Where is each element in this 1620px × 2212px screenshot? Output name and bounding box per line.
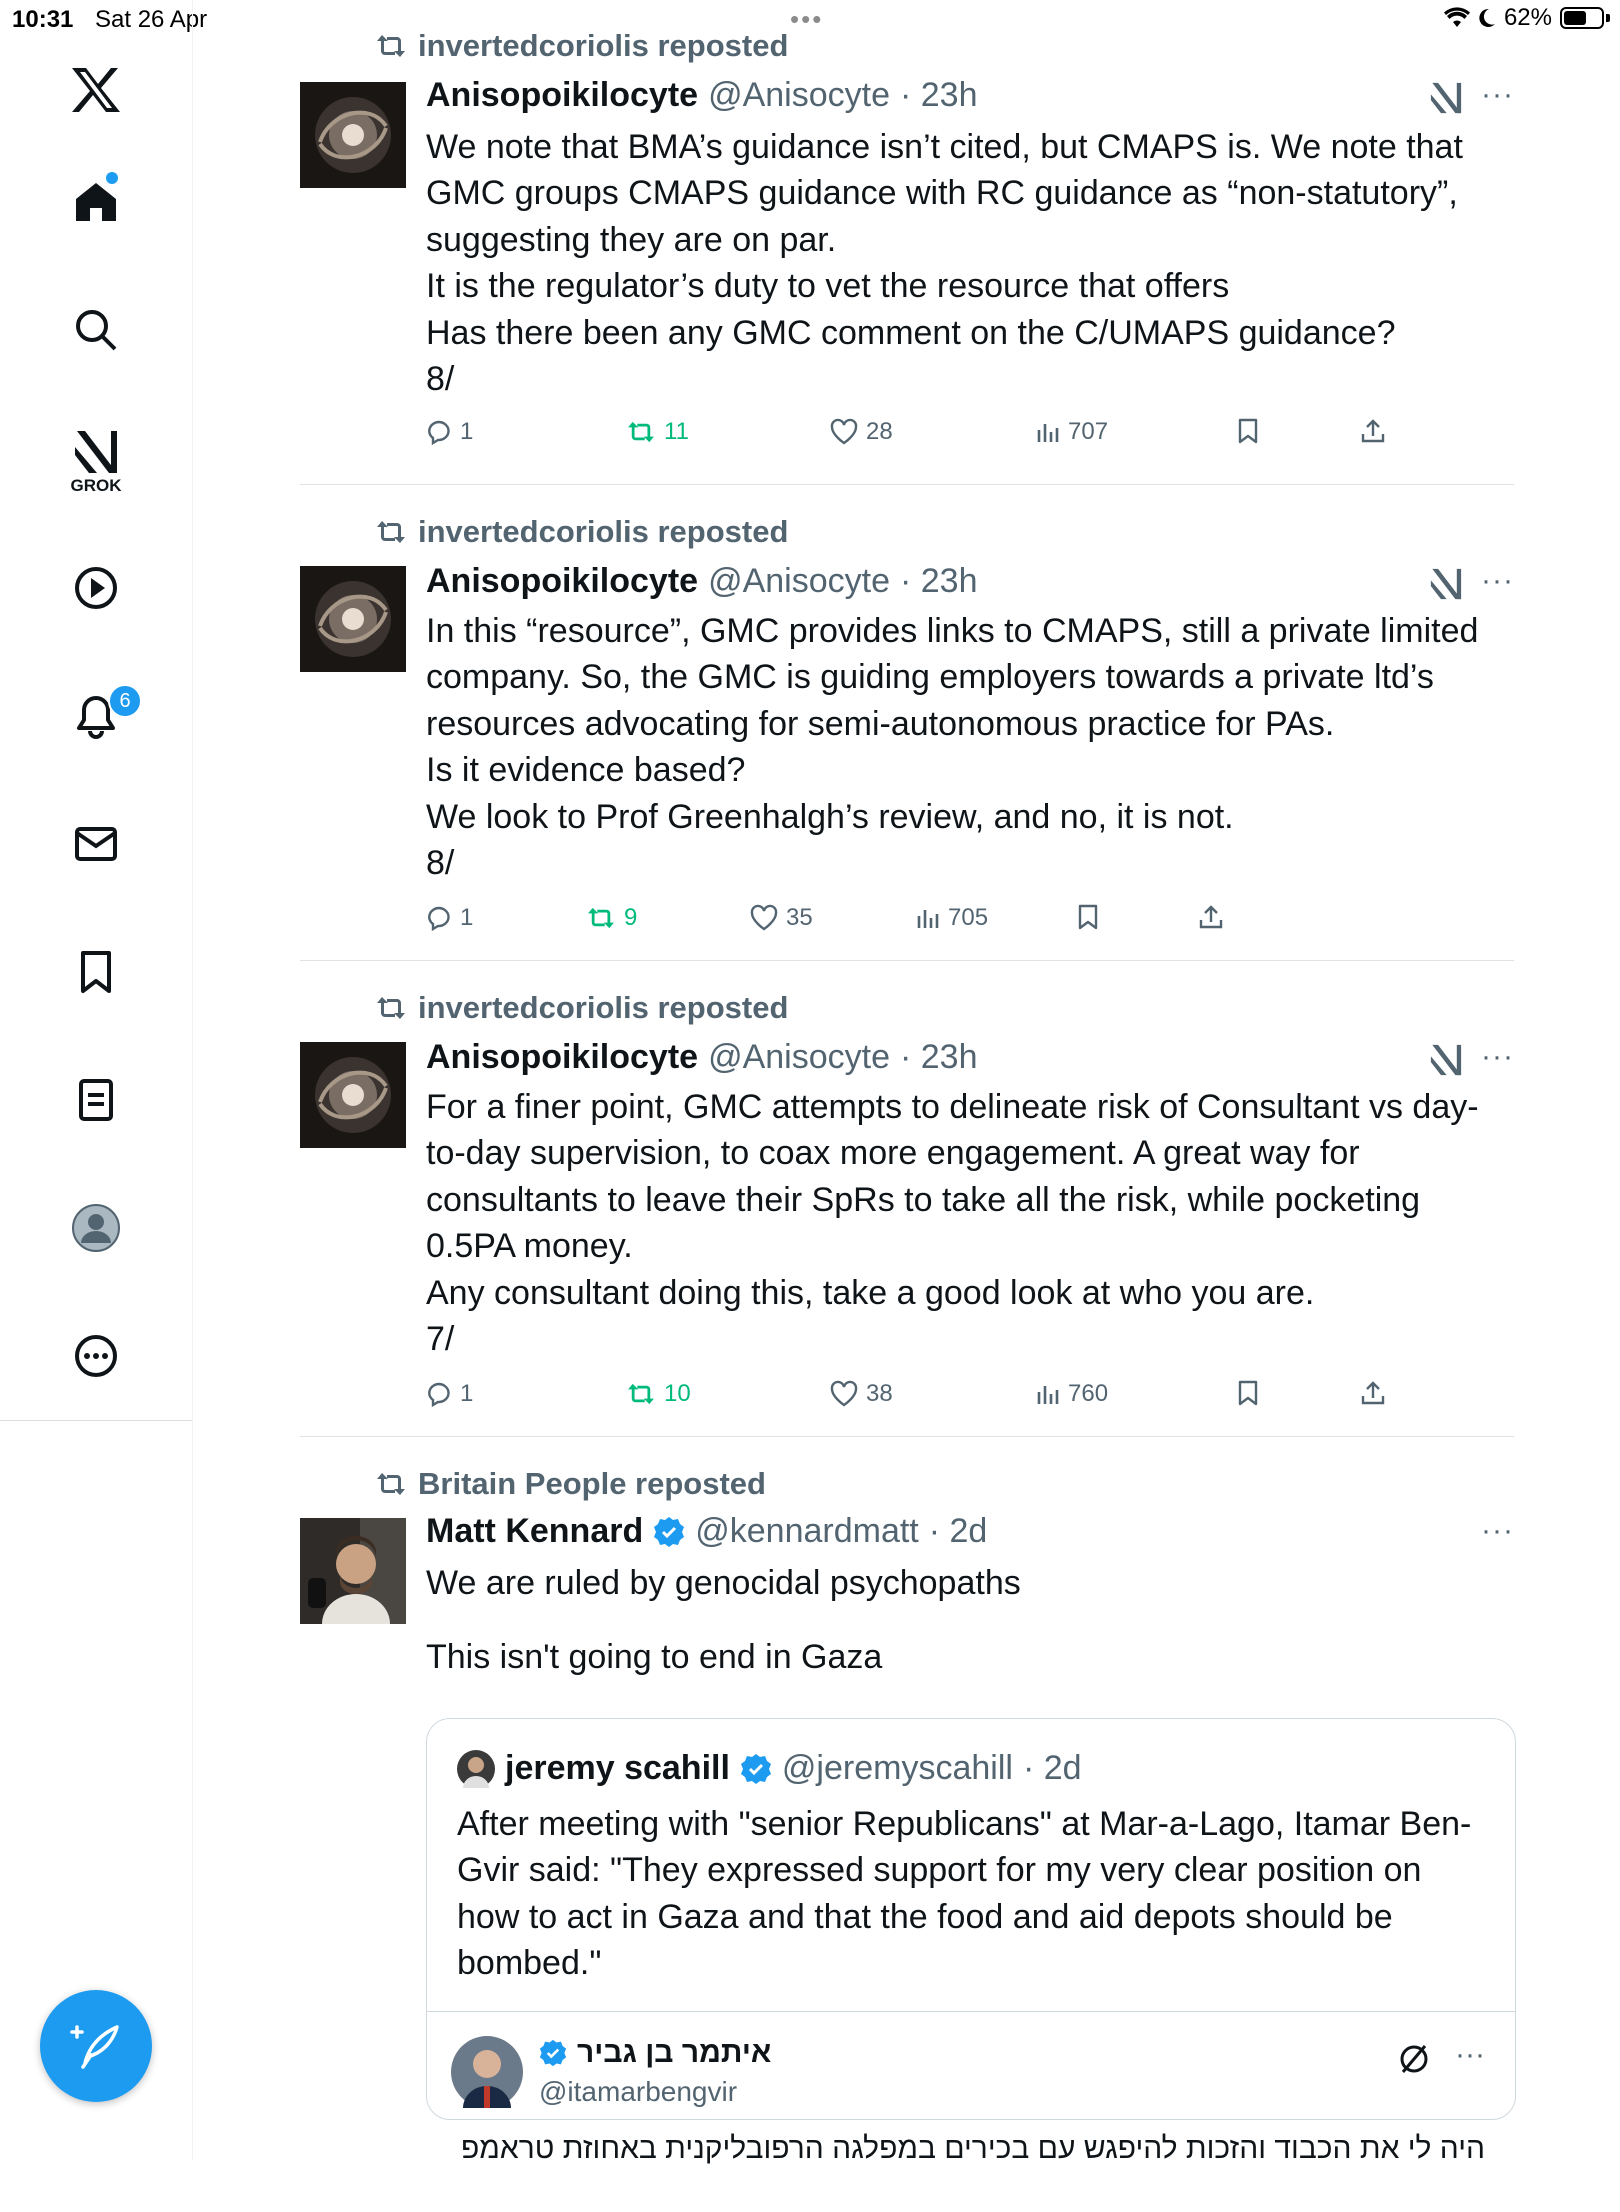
repost-button[interactable]	[626, 1380, 691, 1408]
repost-icon	[376, 519, 406, 545]
tweet-more-icon[interactable]: ···	[1481, 1514, 1514, 1547]
tweet-header	[426, 76, 977, 115]
video-icon[interactable]	[56, 548, 136, 628]
repost-icon	[376, 33, 406, 59]
action-count: 35	[786, 904, 813, 931]
bookmark-icon	[1236, 1380, 1260, 1406]
heart-icon	[750, 905, 778, 931]
text-line: bombed."	[457, 1944, 602, 1983]
repost-indicator	[376, 990, 788, 1026]
quote-text	[457, 1801, 1497, 1987]
avatar-galaxy[interactable]	[300, 82, 406, 188]
notifications-badge: 6	[108, 684, 142, 718]
battery-icon	[1560, 7, 1604, 29]
verified-badge-icon	[653, 1516, 685, 1548]
reposter-label: invertedcoriolis reposted	[418, 28, 789, 63]
text-line: 8/	[426, 360, 455, 399]
action-count: 1	[460, 418, 474, 445]
compose-post-button[interactable]	[40, 1990, 152, 2102]
reply-icon	[426, 1381, 452, 1407]
x-logo-icon[interactable]	[56, 50, 136, 130]
text-line: Is it evidence based?	[426, 751, 746, 790]
action-count: 1	[460, 1380, 474, 1407]
text-line	[426, 1606, 1486, 1634]
text-line: consultants to leave their SpRs to take all the risk, while pocketing	[426, 1180, 1421, 1219]
search-icon[interactable]	[56, 290, 136, 370]
like-button[interactable]	[830, 1380, 893, 1408]
multitasking-dots-icon[interactable]: •••	[790, 4, 824, 34]
text-line: After meeting with "senior Republicans" at Mar-a-Lago, Itamar Ben-	[457, 1805, 1472, 1843]
like-button[interactable]	[830, 418, 893, 446]
avatar-man[interactable]	[300, 1518, 406, 1624]
author-handle[interactable]: @Anisocyte	[708, 1038, 890, 1076]
wifi-icon	[1444, 8, 1470, 28]
views-button[interactable]	[916, 904, 988, 932]
views-button[interactable]	[1036, 418, 1108, 446]
share-button[interactable]	[1198, 904, 1224, 930]
verified-badge-icon	[740, 1753, 772, 1785]
views-icon	[1036, 420, 1060, 444]
battery-tip	[1606, 14, 1610, 22]
tweet-time[interactable]: · 23h	[899, 562, 978, 600]
reply-icon	[426, 905, 452, 931]
repost-indicator	[376, 28, 788, 64]
text-line: company. So, the GMC is guiding employers towards a private ltd’s	[426, 658, 1434, 697]
sidebar-divider	[0, 1420, 192, 1421]
bookmarks-icon[interactable]	[56, 932, 136, 1012]
verified-badge-icon	[539, 2039, 567, 2067]
action-count: 9	[624, 904, 638, 931]
quoted-tweet[interactable]	[426, 1718, 1516, 2165]
bookmark-icon	[1236, 418, 1260, 444]
grok-explain-icon[interactable]	[1428, 1042, 1464, 1083]
text-line: to-day supervision, to coax more engagement. A great way for	[426, 1134, 1360, 1173]
tweet-divider	[300, 484, 1514, 485]
text-line: It is the regulator’s duty to vet the resource that offers	[426, 267, 1230, 306]
action-count: 28	[866, 418, 893, 445]
nested-header	[539, 2036, 771, 2070]
tweet-text	[426, 124, 1486, 402]
repost-icon	[376, 995, 406, 1021]
compose-feather-icon	[69, 2019, 123, 2073]
repost-button[interactable]	[626, 418, 689, 446]
tweet-time[interactable]: · 2d	[928, 1512, 988, 1550]
author-name[interactable]: Anisopoikilocyte	[426, 1038, 699, 1076]
status-right	[1444, 4, 1610, 32]
tweet-divider	[300, 1436, 1514, 1437]
tweet-header	[426, 1512, 987, 1551]
text-line: This isn't going to end in Gaza	[426, 1638, 883, 1677]
text-line: Gvir said: "They expressed support for my very clear position on	[457, 1851, 1422, 1890]
avatar-galaxy[interactable]	[300, 1042, 406, 1148]
action-count: 10	[664, 1380, 691, 1407]
text-line: We are ruled by genocidal psychopaths	[426, 1564, 1021, 1602]
nested-author-handle[interactable]: @itamarbengvir	[539, 2076, 738, 2107]
nested-avatar[interactable]	[451, 2036, 523, 2108]
share-icon	[1360, 418, 1386, 444]
text-line: Any consultant doing this, take a good look at who you are.	[426, 1273, 1315, 1312]
bookmark-button[interactable]	[1076, 904, 1100, 930]
text-line: 7/	[426, 1320, 455, 1359]
text-line: Has there been any GMC comment on the C/UMAPS guidance?	[426, 313, 1396, 352]
action-count: 1	[460, 904, 474, 931]
quote-time[interactable]: · 2d	[1022, 1749, 1082, 1787]
tweet-time[interactable]: · 23h	[899, 1038, 978, 1076]
share-button[interactable]	[1360, 418, 1386, 444]
action-count: 707	[1068, 418, 1109, 445]
sidebar	[0, 0, 193, 2160]
battery-percent: 62%	[1503, 4, 1552, 31]
heart-icon	[830, 419, 858, 445]
text-line: 8/	[426, 844, 455, 883]
reply-button[interactable]	[426, 418, 473, 446]
action-count: 760	[1068, 1380, 1109, 1407]
avatar-galaxy[interactable]	[300, 566, 406, 672]
status-date: Sat 26 Apr	[95, 6, 208, 33]
bookmark-icon	[1076, 904, 1100, 930]
nested-more-icon[interactable]: ···	[1455, 2038, 1485, 2071]
tweet-time[interactable]: · 23h	[899, 76, 978, 114]
text-line: GMC groups CMAPS guidance with RC guidance as “non-statutory”,	[426, 174, 1458, 213]
more-options-icon[interactable]	[56, 1316, 136, 1396]
lists-icon[interactable]	[56, 1060, 136, 1140]
tweet-header	[426, 1038, 977, 1077]
tweet-more-icon[interactable]: ···	[1481, 564, 1514, 597]
text-line: resources advocating for semi-autonomous practice for PAs.	[426, 704, 1335, 743]
like-button[interactable]	[750, 904, 813, 932]
quote-avatar[interactable]	[457, 1750, 495, 1788]
tweet-more-icon[interactable]: ···	[1481, 1040, 1514, 1073]
grok-explain-icon[interactable]	[1428, 80, 1464, 121]
text-line: For a finer point, GMC attempts to delineate risk of Consultant vs day-	[426, 1088, 1479, 1126]
text-line: In this “resource”, GMC provides links to CMAPS, still a private limited	[426, 612, 1479, 650]
text-line: We look to Prof Greenhalgh’s review, and no, it is not.	[426, 797, 1234, 836]
reply-icon	[426, 419, 452, 445]
views-icon	[1036, 1382, 1060, 1406]
quote-author-handle[interactable]: @jeremyscahill	[781, 1749, 1013, 1787]
repost-icon	[376, 1471, 406, 1497]
share-button[interactable]	[1360, 1380, 1386, 1406]
text-line: 0.5PA money.	[426, 1227, 633, 1266]
repost-indicator	[376, 1466, 766, 1502]
author-name[interactable]: Anisopoikilocyte	[426, 76, 699, 114]
tweet-text	[426, 608, 1486, 886]
repost-button[interactable]	[586, 904, 637, 932]
tweet-text	[426, 1560, 1486, 1681]
home-icon[interactable]	[56, 162, 136, 242]
reply-button[interactable]	[426, 1380, 473, 1408]
translate-icon[interactable]	[1397, 2042, 1431, 2076]
tweet-text	[426, 1084, 1486, 1362]
author-handle[interactable]: @kennardmatt	[695, 1512, 919, 1550]
tweet-divider	[300, 960, 1514, 961]
share-icon	[1198, 904, 1224, 930]
nested-text: היה לי את הכבוד והזכות להיפגש עם בכירים במפלגה הרפובליקנית באחוזת טראמפ	[461, 2132, 1485, 2165]
tweet-more-icon[interactable]: ···	[1481, 78, 1514, 111]
status-time: 10:31	[12, 6, 74, 33]
profile-avatar-icon[interactable]	[56, 1188, 136, 1268]
reposter-label: invertedcoriolis reposted	[418, 514, 789, 549]
repost-indicator	[376, 514, 788, 550]
share-icon	[1360, 1380, 1386, 1406]
heart-icon	[830, 1381, 858, 1407]
repost-icon	[626, 420, 656, 444]
text-line: suggesting they are on par.	[426, 220, 837, 259]
home-unread-dot	[106, 172, 118, 184]
nested-author-name[interactable]: איתמר בן גביר	[577, 2036, 772, 2069]
grok-label: GROK	[70, 476, 122, 495]
reply-button[interactable]	[426, 904, 473, 932]
reposter-label: Britain People reposted	[418, 1466, 766, 1501]
author-handle[interactable]: @Anisocyte	[708, 562, 890, 600]
author-handle[interactable]: @Anisocyte	[708, 76, 890, 114]
views-button[interactable]	[1036, 1380, 1108, 1408]
bookmark-button[interactable]	[1236, 1380, 1260, 1406]
nested-quoted-tweet[interactable]	[427, 2011, 1515, 2212]
author-name[interactable]: Anisopoikilocyte	[426, 562, 699, 600]
action-count: 38	[866, 1380, 893, 1407]
text-line: We note that BMA’s guidance isn’t cited, but CMAPS is. We note that	[426, 128, 1463, 166]
quote-header	[457, 1749, 1082, 1788]
action-count: 705	[948, 904, 989, 931]
messages-icon[interactable]	[56, 804, 136, 884]
tweet-header	[426, 562, 977, 601]
views-icon	[916, 906, 940, 930]
quote-author-name[interactable]: jeremy scahill	[505, 1749, 730, 1787]
action-count: 11	[664, 418, 689, 445]
text-line: how to act in Gaza and that the food and aid depots should be	[457, 1897, 1393, 1936]
reposter-label: invertedcoriolis reposted	[418, 990, 789, 1025]
bookmark-button[interactable]	[1236, 418, 1260, 444]
repost-icon	[626, 1382, 656, 1406]
moon-icon	[1478, 8, 1496, 28]
grok-explain-icon[interactable]	[1428, 566, 1464, 607]
author-name[interactable]: Matt Kennard	[426, 1512, 644, 1550]
repost-icon	[586, 906, 616, 930]
